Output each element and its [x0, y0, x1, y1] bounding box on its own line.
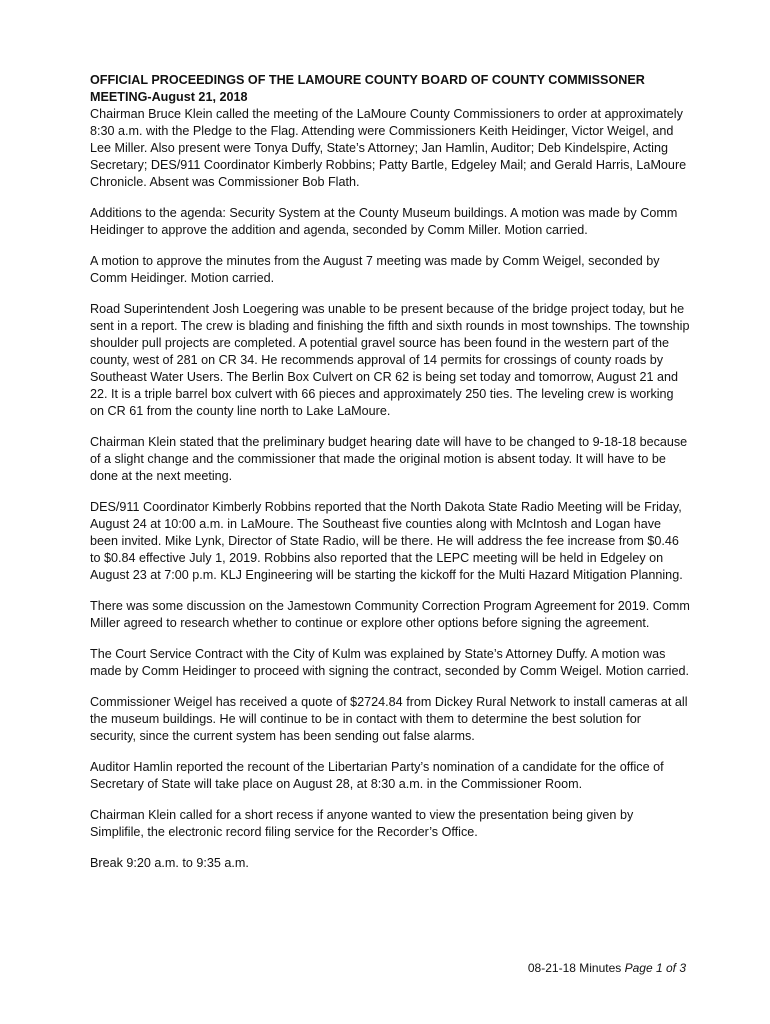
paragraph-museum-cameras: Commissioner Weigel has received a quote of $2724.84 from Dickey Rural Network to install cameras at all the museum buildings. He will continue to be in contact with them to determine the best solution for security, since the current system has been sending out false alarms.: [90, 695, 688, 743]
paragraph-correction-program: There was some discussion on the Jamestown Community Correction Program Agreement for 2019. Comm Miller agreed to research whether to continue or explore other options before signing the agreement.: [90, 599, 690, 630]
paragraph-budget-hearing: Chairman Klein stated that the preliminary budget hearing date will have to be changed to 9-18-18 because of a slight change and the commissioner that made the original motion is absent today. It will have to be done at the next meeting.: [90, 435, 688, 483]
paragraph-minutes-approval: A motion to approve the minutes from the August 7 meeting was made by Comm Weigel, seconded by Comm Heidinger. Motion carried.: [90, 254, 660, 285]
document-page: [90, 72, 690, 886]
paragraph-court-service-contract: The Court Service Contract with the City of Kulm was explained by State’s Attorney Duffy. A motion was made by Comm Heidinger to proceed with signing the contract, seconded by Comm Weigel. Motion carried.: [90, 647, 689, 678]
paragraph-recess: Chairman Klein called for a short recess if anyone wanted to view the presentation being given by Simplifile, the electronic record filing service for the Recorder’s Office.: [90, 808, 634, 839]
paragraph-des-911-report: DES/911 Coordinator Kimberly Robbins reported that the North Dakota State Radio Meeting will be Friday, August 24 at 10:00 a.m. in LaMoure. The Southeast five counties along with McIntosh and Logan have been invited. Mike Lynk, Director of State Radio, will be there. He will address the fee increase from $0.46 to $0.84 effective July 1, 2019. Robbins also reported that the LEPC meeting will be held in Edgeley on August 23 at 7:00 p.m. KLJ Engineering will be starting the kickoff for the Multi Hazard Mitigation Planning.: [90, 500, 683, 582]
paragraph-road-report: Road Superintendent Josh Loegering was unable to be present because of the bridge project today, but he sent in a report. The crew is blading and finishing the fifth and sixth rounds in most townships. The township shoulder pull projects are completed. A potential gravel source has been found in the western part of the county, west of 281 on CR 34. He recommends approval of 14 permits for crossings of county roads by Southeast Water Users. The Berlin Box Culvert on CR 62 is being set today and tomorrow, August 21 and 22. It is a triple barrel box culvert with 66 pieces and approximately 250 ties. The leveling crew is working on CR 61 from the county line north to Lake LaMoure.: [90, 302, 690, 418]
paragraph-recount: Auditor Hamlin reported the recount of the Libertarian Party’s nomination of a candidate for the office of Secretary of State will take place on August 28, at 8:30 a.m. in the Commissioner Room.: [90, 760, 664, 791]
footer-label: 08-21-18 Minutes: [527, 961, 622, 975]
page-footer: [528, 960, 686, 976]
footer-page-number: Page 1 of 3: [624, 961, 686, 975]
paragraph-agenda-additions: Additions to the agenda: Security System at the County Museum buildings. A motion was made by Comm Heidinger to approve the addition and agenda, seconded by Comm Miller. Motion carried.: [90, 206, 678, 237]
paragraph-break: Break 9:20 a.m. to 9:35 a.m.: [90, 856, 249, 870]
document-title: OFFICIAL PROCEEDINGS OF THE LAMOURE COUNTY BOARD OF COUNTY COMMISSONER MEETING-August 21, 2018: [90, 73, 645, 104]
paragraph-call-to-order: Chairman Bruce Klein called the meeting of the LaMoure County Commissioners to order at approximately 8:30 a.m. with the Pledge to the Flag. Attending were Commissioners Keith Heidinger, Victor Weigel, and Lee Miller. Also present were Tonya Duffy, State’s Attorney; Jan Hamlin, Auditor; Deb Kindelspire, Acting Secretary; DES/911 Coordinator Kimberly Robbins; Patty Bartle, Edgeley Mail; and Gerald Harris, LaMoure Chronicle. Absent was Commissioner Bob Flath.: [90, 107, 687, 189]
